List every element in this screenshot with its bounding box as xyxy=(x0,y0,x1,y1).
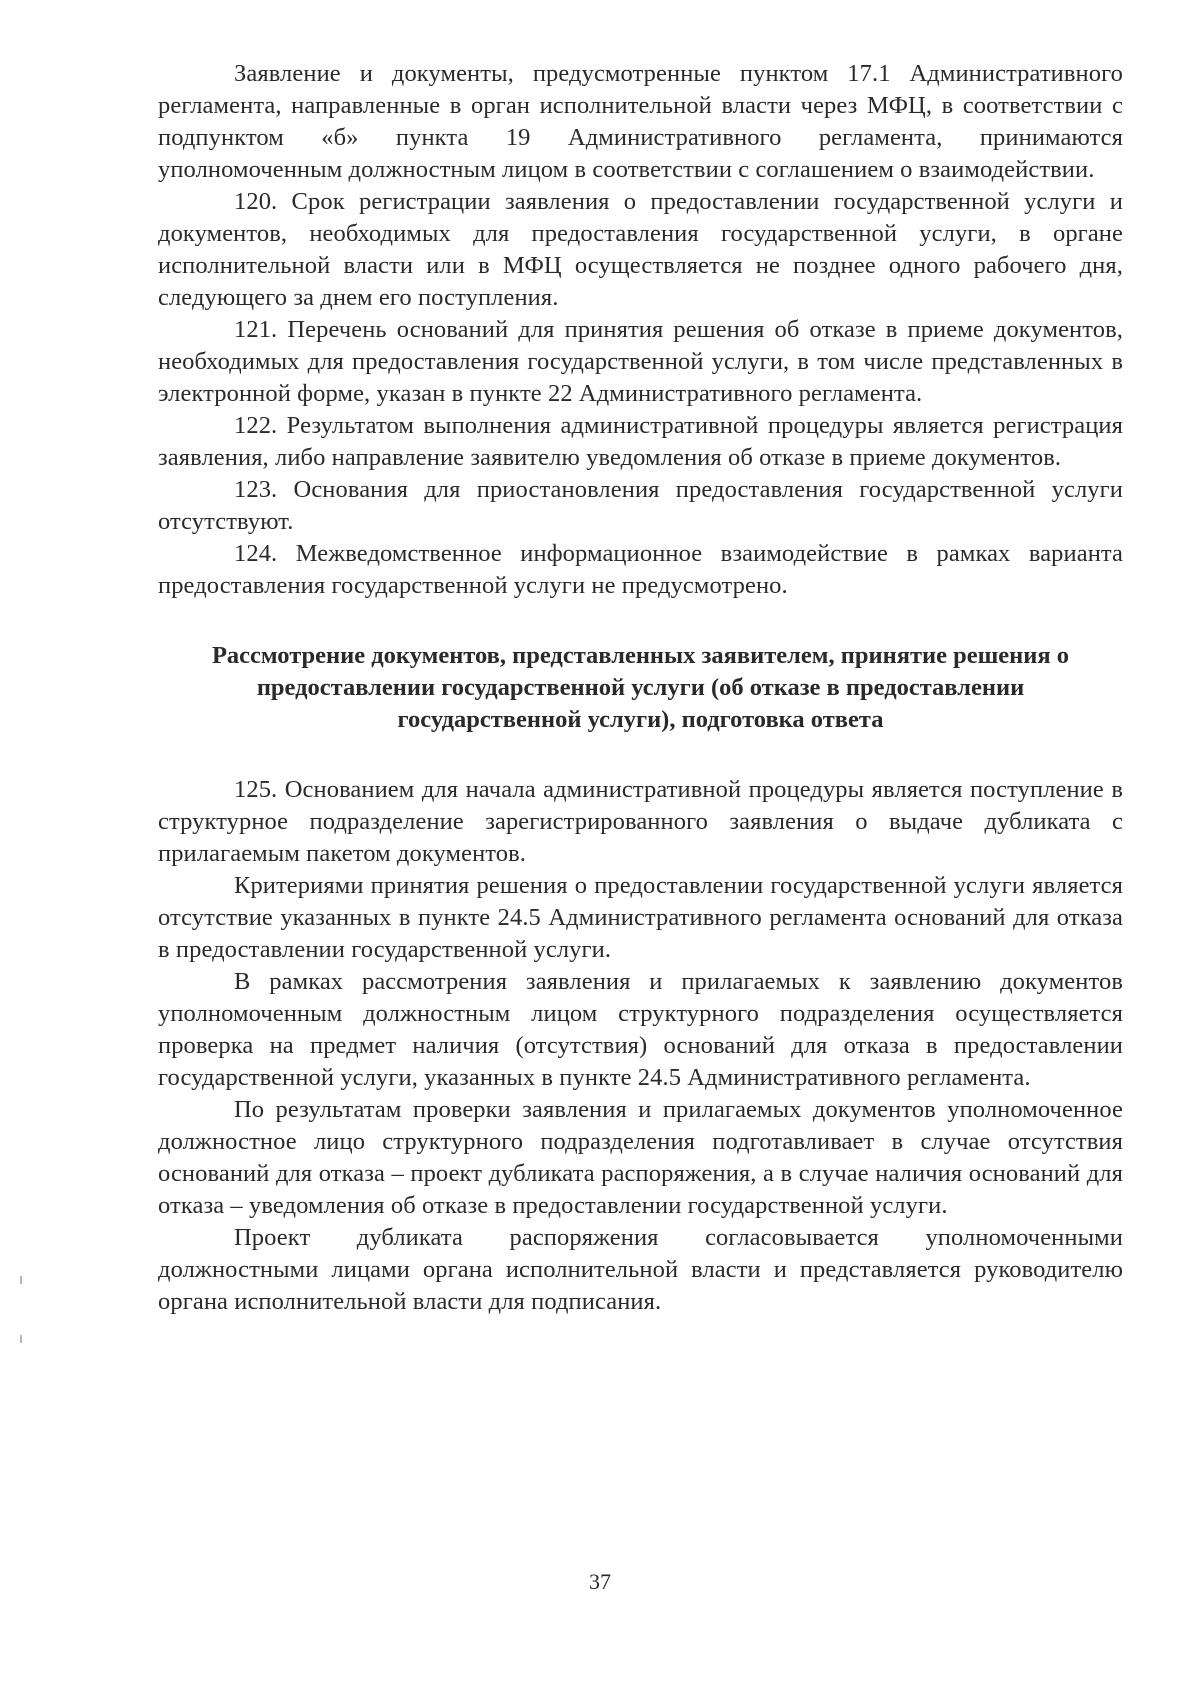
paragraph-121: 121. Перечень оснований для принятия решения об отказе в приеме документов, необходимых для предоставления государственной услуги, в том числе представленных в электронной форме, указан в пункте 22 Административного регламента. xyxy=(158,316,1123,407)
paragraph-draft-approval: Проект дубликата распоряжения согласовывается уполномоченными должностными лицами органа исполнительной власти и представляется руководителю органа исполнительной власти для подписания. xyxy=(158,1224,1123,1315)
paragraph-decision-criteria: Критериями принятия решения о предоставлении государственной услуги является отсутствие указанных в пункте 24.5 Административного регламента оснований для отказа в предоставлении государственной услуги. xyxy=(158,872,1123,963)
paragraph-124: 124. Межведомственное информационное взаимодействие в рамках варианта предоставления государственной услуги не предусмотрено. xyxy=(158,540,1123,599)
paragraph-122: 122. Результатом выполнения административной процедуры является регистрация заявления, либо направление заявителю уведомления об отказе в приеме документов. xyxy=(158,412,1123,471)
paragraph-125: 125. Основанием для начала административной процедуры является поступление в структурное подразделение зарегистрированного заявления о выдаче дубликата с прилагаемым пакетом документов. xyxy=(158,776,1123,867)
section-heading: Рассмотрение документов, представленных заявителем, принятие решения о предоставлении государственной услуги (об отказе в предоставлении государственной услуги), подготовка ответа xyxy=(211,642,1070,733)
paragraph-review-results: По результатам проверки заявления и прилагаемых документов уполномоченное должностное лицо структурного подразделения подготавливает в случае отсутствия оснований для отказа – проект дубликата распоряжения, а в случае наличия оснований для отказа – уведомления об отказе в предоставлении государственной услуги. xyxy=(158,1096,1123,1219)
document-body xyxy=(158,58,1123,1318)
page-number: 37 xyxy=(589,1569,611,1594)
scan-artifact-mark xyxy=(20,1276,22,1284)
paragraph-review-check: В рамках рассмотрения заявления и прилагаемых к заявлению документов уполномоченным должностным лицом структурного подразделения осуществляется проверка на предмет наличия (отсутствия) оснований для отказа в предоставлении государственной услуги, указанных в пункте 24.5 Административного регламента. xyxy=(158,968,1123,1091)
scan-artifact-mark xyxy=(20,1335,22,1343)
paragraph-120: 120. Срок регистрации заявления о предоставлении государственной услуги и документов, необходимых для предоставления государственной услуги, в органе исполнительной власти или в МФЦ осуществляется не позднее одного рабочего дня, следующего за днем его поступления. xyxy=(158,188,1123,311)
paragraph-123: 123. Основания для приостановления предоставления государственной услуги отсутствуют. xyxy=(158,476,1123,535)
paragraph-application-documents: Заявление и документы, предусмотренные пунктом 17.1 Административного регламента, направленные в орган исполнительной власти через МФЦ, в соответствии с подпунктом «б» пункта 19 Административного регламента, принимаются уполномоченным должностным лицом в соответствии с соглашением о взаимодействии. xyxy=(158,60,1123,183)
